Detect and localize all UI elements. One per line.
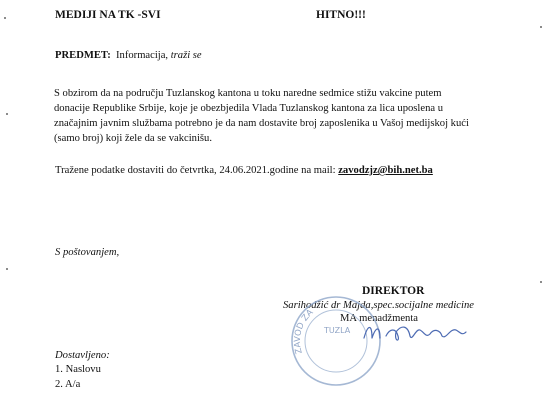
signature-degree: MA menadžmenta (340, 313, 418, 324)
scan-speck (6, 113, 8, 115)
subject-line (55, 48, 202, 63)
body-line: donacije Republike Srbije, koje je obezbjedila Vlada Tuzlanskog kantona za lica uposlena u (54, 103, 444, 114)
body-paragraph (54, 86, 500, 146)
scan-speck (540, 26, 542, 28)
body-line: (samo broj) koji žele da se vakcinišu. (54, 133, 212, 144)
body-line: značajnim javnim službama potrebno je da nam dostavite broj zaposlenika u Vašoj medijskoj kući (54, 118, 469, 129)
svg-text:ZAVOD ZA (293, 308, 316, 355)
signature-name: Sarihodžić dr Majda,spec.socijalne medicine (283, 300, 474, 311)
stamp-text-top: ZAVOD ZA (292, 307, 316, 355)
stamp-text-mid: TUZLA (324, 326, 351, 335)
signature-title: DIREKTOR (362, 285, 425, 297)
distribution-list (55, 362, 101, 392)
list-item: 1. Naslovu (55, 364, 101, 375)
scan-speck (540, 281, 542, 283)
subject-emphasis: traži se (170, 50, 202, 61)
body-line: S obzirom da na području Tuzlanskog kantona u toku naredne sedmice stižu vakcine putem (54, 88, 442, 99)
email-link[interactable]: zavodzjz@bih.net.ba (338, 165, 433, 176)
subject-colon: : (107, 50, 111, 61)
subject-label: PREDMET (55, 50, 108, 61)
deadline-line (55, 163, 433, 178)
list-item: 2. A/a (55, 379, 81, 390)
scan-speck (6, 268, 8, 270)
handwritten-signature (360, 318, 470, 346)
closing-greeting: S poštovanjem, (55, 247, 120, 258)
deadline-text: Tražene podatke dostaviti do četvrtka, 24.06.2021.godine na mail: (55, 165, 336, 176)
recipient-heading: MEDIJI NA TK -SVI (55, 9, 161, 21)
scan-speck (4, 17, 6, 19)
subject-text: Informacija, (116, 50, 169, 61)
distribution-label: Dostavljeno: (55, 350, 110, 361)
urgency-label: HITNO!!! (316, 9, 366, 21)
